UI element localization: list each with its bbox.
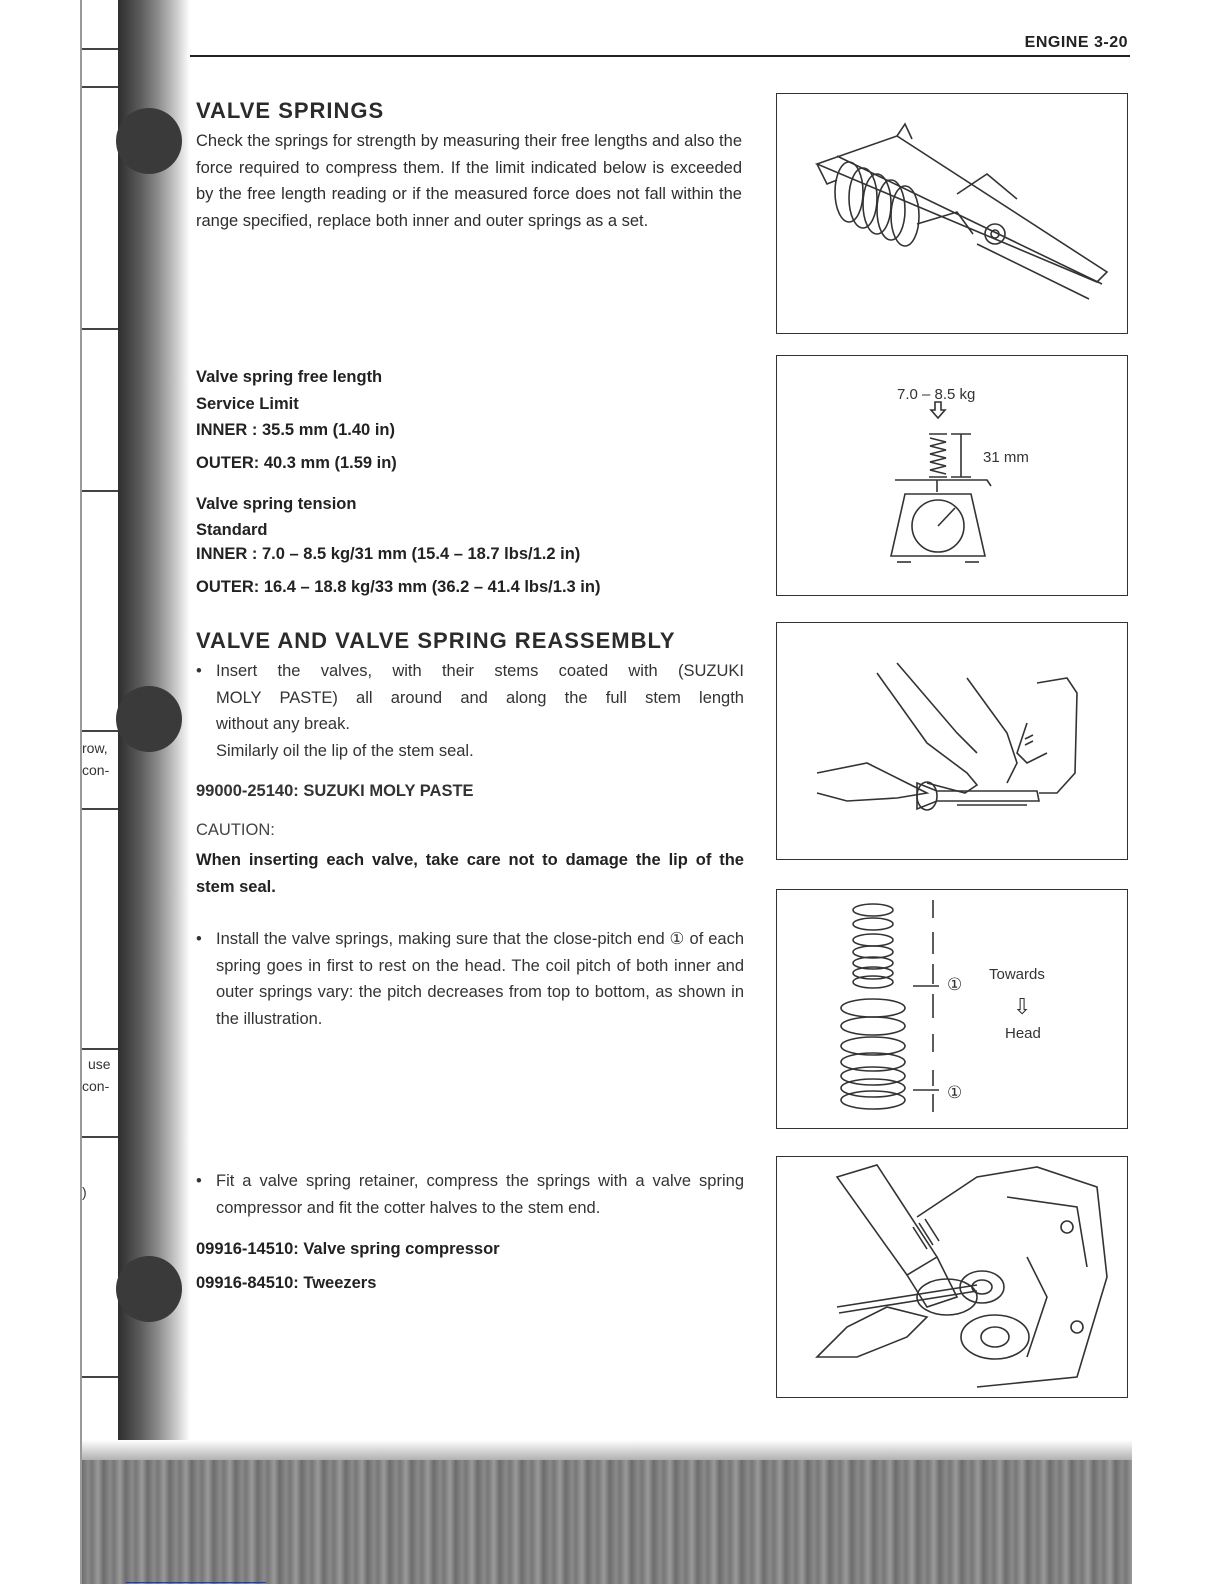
bullet-dot: • (196, 1172, 202, 1190)
figure-insert-valve (776, 622, 1128, 860)
towards-label: Towards (989, 966, 1045, 983)
scan-blue-line (126, 1582, 266, 1583)
figure-spring-scale (776, 355, 1128, 596)
spring-compressor-illustration (777, 1157, 1127, 1397)
header-section: ENGINE (1024, 34, 1090, 51)
bullet-line: MOLY PASTE) all around and along the full stem length (216, 688, 744, 707)
binder-hole (116, 686, 182, 752)
bullet-line: without any break. (216, 715, 350, 733)
tool-tweezers: 09916-84510: Tweezers (196, 1274, 377, 1292)
spring-scale-illustration (777, 356, 1127, 595)
close-pitch-marker: ① (947, 1083, 963, 1103)
bullet-dot: • (196, 930, 202, 948)
previous-page-box (82, 490, 122, 732)
tension-inner: INNER : 7.0 – 8.5 kg/31 mm (15.4 – 18.7 lbs/1.2 in) (196, 545, 581, 563)
scan-bottom-band (82, 1460, 1132, 1584)
figure-spring-pitch (776, 889, 1128, 1129)
bullet-line: Similarly oil the lip of the stem seal. (216, 741, 474, 760)
previous-page-box (82, 808, 122, 1050)
scale-length-label: 31 mm (983, 449, 1029, 466)
tension-label: Valve spring tension (196, 495, 357, 513)
tension-outer: OUTER: 16.4 – 18.8 kg/33 mm (36.2 – 41.4 lbs/1.3 in) (196, 578, 601, 596)
valve-springs-paragraph: Check the springs for strength by measuring their free lengths and also the force required to compress them. If the limit indicated below is exceeded by the free length reading or if the measured force does not fall within the range specified, replace both inner and outer springs as a set. (196, 132, 742, 230)
bullet-text: Install the valve springs, making sure that the close-pitch end ① of each spring goes in first to rest on the head. The coil pitch of both inner and outer springs vary: the pitch decreases from top to bottom, as shown in the illustration. (216, 930, 744, 1028)
margin-fragment: con- (82, 1078, 110, 1094)
header-rule (190, 55, 1130, 57)
figure-spring-compressor (776, 1156, 1128, 1398)
binder-hole (116, 1256, 182, 1322)
free-length-inner: INNER : 35.5 mm (1.40 in) (196, 421, 395, 439)
free-length-outer: OUTER: 40.3 mm (1.59 in) (196, 454, 397, 472)
header-page-number: 3-20 (1093, 34, 1128, 51)
binder-hole (116, 108, 182, 174)
valve-insertion-illustration (777, 623, 1127, 859)
figure-caliper-measurement (776, 93, 1128, 334)
margin-fragment: row, (82, 740, 108, 756)
margin-fragment: ) (82, 1184, 87, 1200)
bullet-insert-valves (196, 658, 744, 764)
caliper-illustration (777, 94, 1127, 333)
head-label: Head (1005, 1025, 1041, 1042)
previous-page-rule (82, 48, 120, 50)
tension-sublabel: Standard (196, 521, 268, 539)
down-arrow-icon: ⇩ (1013, 995, 1032, 1020)
margin-fragment: con- (82, 762, 110, 778)
tool-compressor: 09916-14510: Valve spring compressor (196, 1240, 500, 1258)
moly-paste-part-number: 99000-25140: SUZUKI MOLY PASTE (196, 782, 474, 800)
scale-force-label: 7.0 – 8.5 kg (897, 386, 976, 403)
bullet-fit-retainer (196, 1168, 744, 1221)
free-length-label: Valve spring free length (196, 368, 383, 386)
previous-page-box (82, 1136, 122, 1378)
bullet-dot: • (196, 662, 202, 680)
close-pitch-marker: ① (947, 975, 963, 995)
caution-label: CAUTION: (196, 821, 275, 839)
caution-text: When inserting each valve, take care not to damage the lip of the stem seal. (196, 851, 744, 896)
bullet-line: Insert the valves, with their stems coated with (SUZUKI (216, 662, 744, 680)
free-length-sublabel: Service Limit (196, 395, 299, 413)
previous-page-box (82, 86, 122, 330)
page-header (1025, 34, 1128, 52)
margin-fragment: use (88, 1056, 111, 1072)
bullet-install-springs (196, 926, 744, 1032)
section-title-valve-springs: VALVE SPRINGS (196, 98, 385, 123)
section-title-reassembly: VALVE AND VALVE SPRING REASSEMBLY (196, 628, 676, 653)
spring-pitch-illustration (777, 890, 1127, 1128)
page-margin (0, 0, 82, 1584)
bullet-text: Fit a valve spring retainer, compress the springs with a valve spring compressor and fit the cotter halves to the stem end. (216, 1172, 744, 1217)
